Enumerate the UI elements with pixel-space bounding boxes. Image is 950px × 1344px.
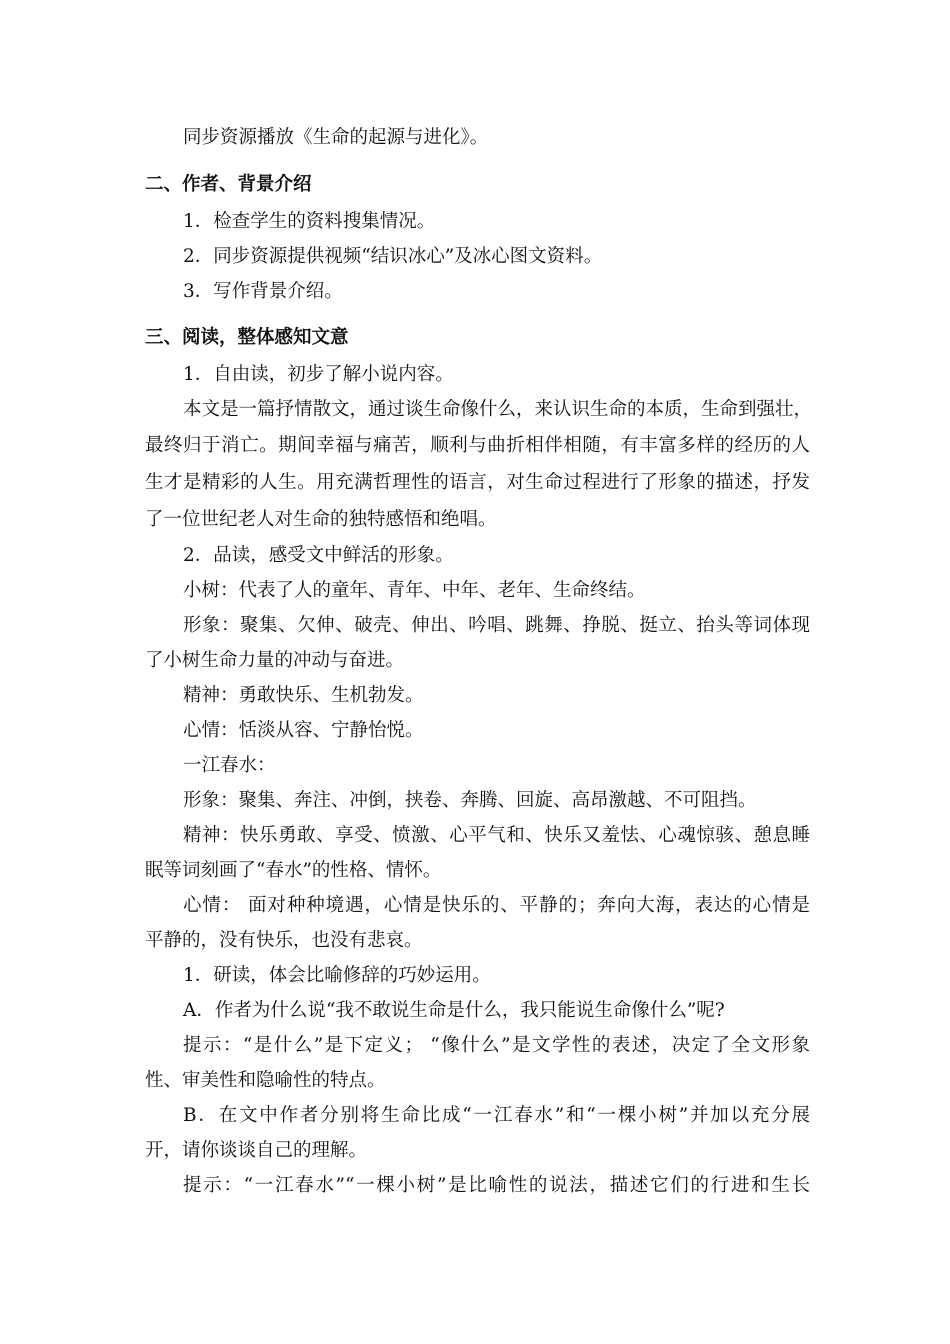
paragraph-line: 精神：勇敢快乐、生机勃发。 xyxy=(183,685,424,706)
hint-line: 性、审美性和隐喻性的特点。 xyxy=(145,1070,386,1091)
list-item: 2．同步资源提供视频“结识冰心”及冰心图文资料。 xyxy=(183,246,603,267)
question-a: A．作者为什么说“我不敢说生命是什么，我只能说生命像什么”呢? xyxy=(183,1000,725,1021)
paragraph-line: 心情： 面对种种境遇，心情是快乐的、平静的；奔向大海，表达的心情是 xyxy=(183,895,810,916)
question-b: B．在文中作者分别将生命比成“一江春水”和“一棵小树”并加以充分展 xyxy=(183,1105,810,1126)
list-item: 2．品读，感受文中鲜活的形象。 xyxy=(183,545,454,566)
paragraph-line: 最终归于消亡。期间幸福与痛苦，顺利与曲折相伴相随，有丰富多样的经历的人 xyxy=(145,435,810,456)
paragraph-line: 形象：聚集、奔注、冲倒，挟卷、奔腾、回旋、高昂激越、不可阻挡。 xyxy=(183,790,757,811)
paragraph-line: 了小树生命力量的冲动与奋进。 xyxy=(145,650,405,671)
hint-line: 提示：“一江春水”“一棵小树”是比喻性的说法，描述它们的行进和生长 xyxy=(183,1175,810,1196)
list-item: 1．研读，体会比喻修辞的巧妙运用。 xyxy=(183,965,491,986)
list-item: 1．自由读，初步了解小说内容。 xyxy=(183,364,454,385)
paragraph-line: 形象：聚集、欠伸、破壳、伸出、吟唱、跳舞、挣脱、挺立、抬头等词体现 xyxy=(183,615,810,636)
section-heading-reading: 三、阅读，整体感知文意 xyxy=(145,327,349,348)
paragraph-line: 小树：代表了人的童年、青年、中年、老年、生命终结。 xyxy=(183,580,646,601)
paragraph-line: 一江春水： xyxy=(183,755,276,776)
paragraph-line: 了一位世纪老人对生命的独特感悟和绝唱。 xyxy=(145,509,497,530)
paragraph-line: 平静的，没有快乐，也没有悲哀。 xyxy=(145,930,423,951)
paragraph-line: 生才是精彩的人生。用充满哲理性的语言，对生命过程进行了形象的描述，抒发 xyxy=(145,472,810,493)
paragraph-line: 精神：快乐勇敢、享受、愤激、心平气和、快乐又羞怯、心魂惊骇、憩息睡 xyxy=(183,825,810,846)
hint-line: 提示：“是什么”是下定义； “像什么”是文学性的表述，决定了全文形象 xyxy=(183,1035,810,1056)
paragraph-line: 眠等词刻画了“春水”的性格、情怀。 xyxy=(145,860,442,881)
list-item: 3．写作背景介绍。 xyxy=(183,281,343,302)
paragraph-line: 本文是一篇抒情散文，通过谈生命像什么，来认识生命的本质，生命到强壮， xyxy=(183,399,813,420)
resource-note: 同步资源播放《生命的起源与进化》。 xyxy=(183,127,489,148)
paragraph-line: 心情：恬淡从容、宁静怡悦。 xyxy=(183,720,424,741)
section-heading-author-background: 二、作者、背景介绍 xyxy=(145,174,312,195)
question-b: 开，请你谈谈自己的理解。 xyxy=(145,1140,368,1161)
list-item: 1．检查学生的资料搜集情况。 xyxy=(183,211,436,232)
